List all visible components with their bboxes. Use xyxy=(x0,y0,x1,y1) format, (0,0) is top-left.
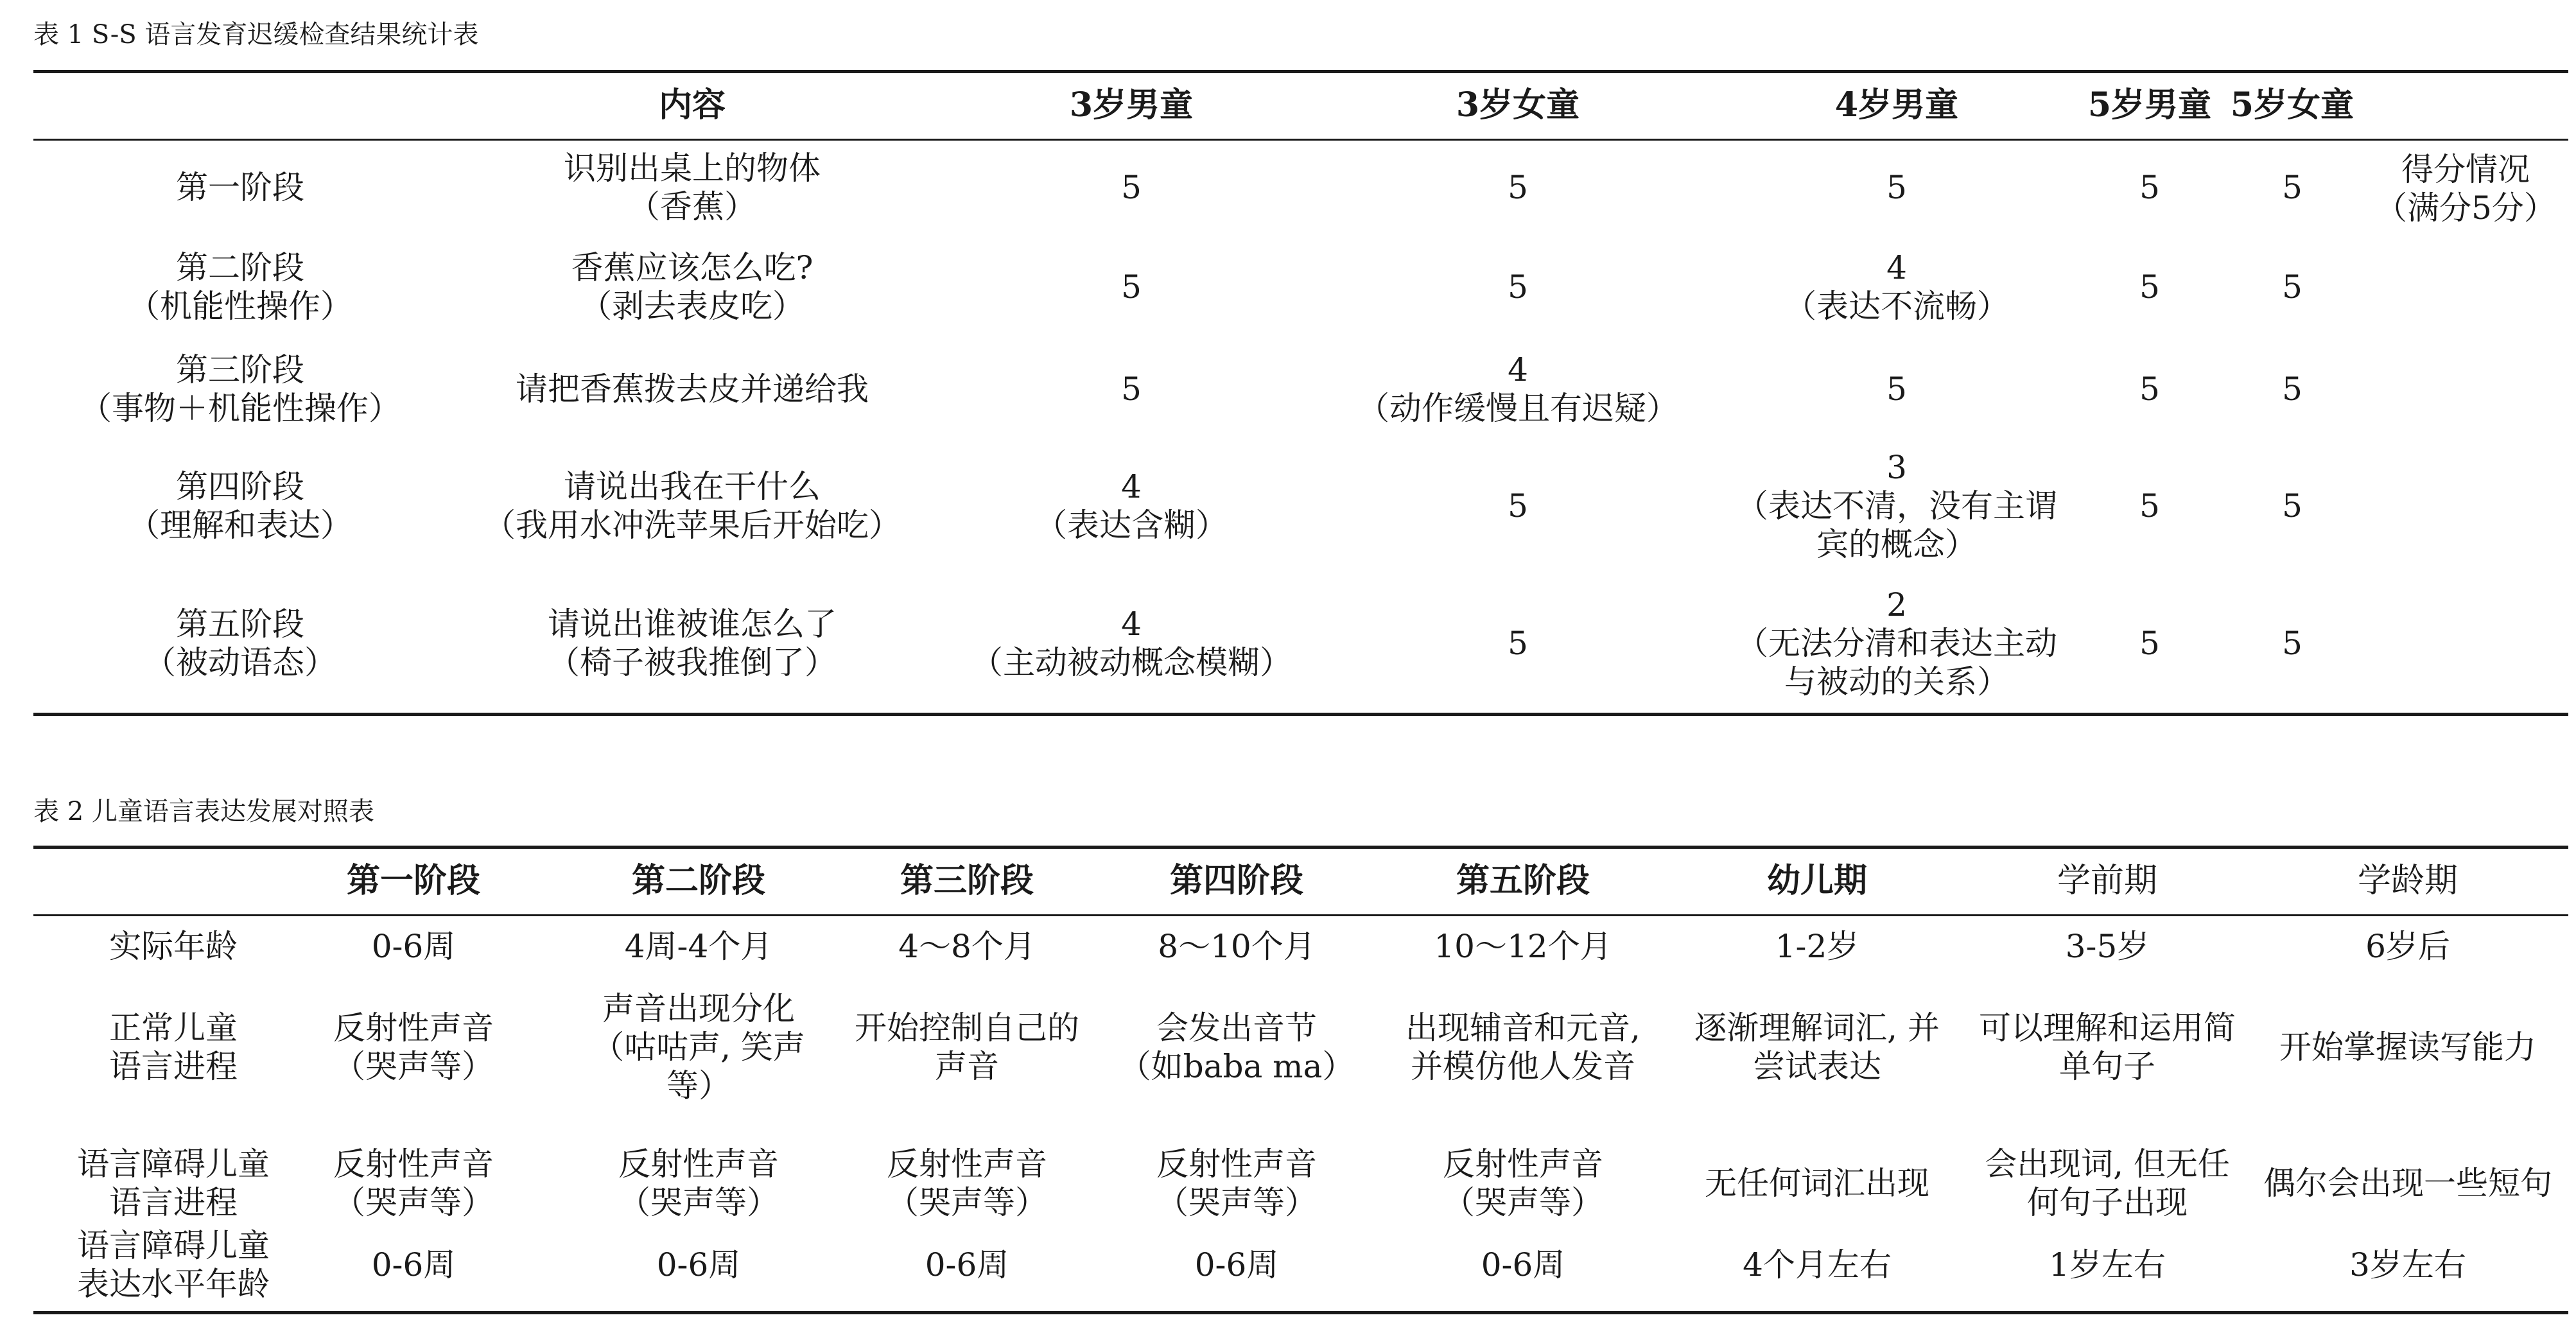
table2-header-2: 第三阶段 xyxy=(900,861,1034,900)
table1-score-note: 得分情况 （满分5分） xyxy=(2375,151,2556,227)
table2-row1-cell4-line: 8～10个月 xyxy=(1158,928,1316,965)
table1-row5-stage-line: （被动语态） xyxy=(144,644,336,681)
table1-row5-girl3-line: 5 xyxy=(1508,625,1528,662)
table2-row4-cell6-line: 4个月左右 xyxy=(1743,1246,1892,1283)
table1-row5-content-line: （椅子被我推倒了） xyxy=(548,644,837,681)
table1-row2-boy4-line: （表达不流畅） xyxy=(1784,288,2009,325)
table2-row2-label-line: 正常儿童 xyxy=(109,1009,238,1047)
table2-row2-cell2 xyxy=(592,989,805,1105)
table2-row3-cell6-line: 无任何词汇出现 xyxy=(1705,1165,1929,1202)
table2-row2-cell6-line: 逐渐理解词汇, 并 xyxy=(1694,1009,1940,1047)
table1-row2-stage xyxy=(128,248,352,326)
table1-row1-boy3-line: 5 xyxy=(1121,169,1142,206)
table1-row1-content xyxy=(564,149,821,226)
table1-row5-stage-line: 第五阶段 xyxy=(176,605,304,643)
table1-row2-boy5 xyxy=(2139,268,2160,306)
table1-row5-girl5-line: 5 xyxy=(2282,625,2302,662)
table1-row5-stage xyxy=(144,605,336,682)
table2-row2-cell3-line: 声音 xyxy=(935,1048,999,1085)
table2-row4-label xyxy=(77,1226,270,1303)
table1-row5-girl5 xyxy=(2282,624,2302,663)
table2-row4-cell8 xyxy=(2349,1246,2466,1284)
table2-row4-cell1-line: 0-6周 xyxy=(371,1246,456,1283)
table1-row1-stage-line: 第一阶段 xyxy=(176,169,304,206)
table1-row4-content-line: 请说出我在干什么 xyxy=(564,468,821,505)
table2-header-4: 第五阶段 xyxy=(1456,861,1590,900)
table1-row4-stage-line: 第四阶段 xyxy=(176,468,304,505)
table1-row2-boy3-line: 5 xyxy=(1121,268,1142,306)
table1-row4-boy3 xyxy=(1035,467,1228,544)
table2-row4-cell7-line: 1岁左右 xyxy=(2049,1246,2166,1283)
table1-row3-stage-line: 第三阶段 xyxy=(176,351,304,388)
table2-header-rule xyxy=(33,914,2568,916)
table2-row1-cell3 xyxy=(898,927,1036,966)
table2-row3-cell1-line: 反射性声音 xyxy=(333,1145,494,1183)
table2-row2-cell7-line: 可以理解和运用简 xyxy=(1979,1009,2236,1047)
table2-row3-cell5-line: 反射性声音 xyxy=(1443,1145,1603,1183)
table2-row2-label-line: 语言进程 xyxy=(109,1048,238,1085)
table2-row1-cell4 xyxy=(1158,927,1315,966)
table1-row4-stage-line: （理解和表达） xyxy=(128,507,352,544)
table2-row2-cell5-line: 并模仿他人发音 xyxy=(1411,1048,1635,1085)
table2-row4-cell3-line: 0-6周 xyxy=(925,1246,1009,1283)
table2-row2-cell2-line: 声音出现分化 xyxy=(602,990,795,1027)
table1-row3-girl3-line: 4 xyxy=(1508,351,1528,388)
table2-row2-cell6-line: 尝试表达 xyxy=(1752,1048,1881,1085)
table2-row3-cell7-line: 会出现词, 但无任 xyxy=(1985,1145,2230,1183)
table1-row5-boy5-line: 5 xyxy=(2139,625,2160,662)
table2-row2-cell4-line: （如baba ma） xyxy=(1118,1048,1355,1085)
table1-row2-girl3 xyxy=(1508,268,1528,306)
table2-row4-cell2 xyxy=(657,1246,741,1284)
table2-row4-cell3 xyxy=(925,1246,1009,1284)
table2-row2-cell3-line: 开始控制自己的 xyxy=(855,1009,1079,1047)
table1-row5-boy3 xyxy=(971,605,1292,682)
table2-row3-cell2-line: （哭声等） xyxy=(618,1184,779,1221)
table2-row1-cell6 xyxy=(1775,927,1859,966)
table2-row2-cell5 xyxy=(1405,1009,1640,1086)
table2-row3-cell4-line: 反射性声音 xyxy=(1156,1145,1317,1183)
table2-row4-label-line: 表达水平年龄 xyxy=(77,1266,270,1303)
table1-row3-content xyxy=(516,370,869,408)
table1-row2-content-line: 香蕉应该怎么吃? xyxy=(571,249,814,286)
table1-row5-boy4-line: 与被动的关系） xyxy=(1784,663,2009,700)
table2-row3-cell5 xyxy=(1443,1145,1603,1222)
table1-row5-girl3 xyxy=(1508,624,1528,663)
table2-header-0: 第一阶段 xyxy=(346,861,481,900)
table1-header-2: 3岁女童 xyxy=(1456,85,1580,125)
table2-row2-cell4-line: 会发出音节 xyxy=(1156,1009,1317,1047)
table2-row3-cell3-line: （哭声等） xyxy=(887,1184,1047,1221)
table2-row1-cell8 xyxy=(2365,927,2450,966)
table2-row4-cell5-line: 0-6周 xyxy=(1481,1246,1565,1283)
table1-row1-boy4 xyxy=(1886,168,1907,207)
table1-header-1: 3岁男童 xyxy=(1069,85,1194,125)
table2-row2-cell7 xyxy=(1979,1009,2236,1086)
table2-row1-cell1 xyxy=(372,927,456,966)
table2-row1-label xyxy=(109,927,238,966)
table2-header-7: 学龄期 xyxy=(2357,862,2459,900)
table1-row3-stage xyxy=(80,351,401,428)
table2-row3-label-line: 语言障碍儿童 xyxy=(77,1145,270,1183)
table1-bottom-rule xyxy=(33,713,2568,716)
table1-row4-boy4-line: 宾的概念） xyxy=(1816,526,1977,563)
table2-row3-cell8 xyxy=(2263,1164,2552,1203)
table2-row1-cell7-line: 3-5岁 xyxy=(2065,928,2150,965)
table2-row2-cell2-line: 等） xyxy=(666,1067,731,1104)
table1-row2-girl5 xyxy=(2282,268,2302,306)
table2-row3-cell2 xyxy=(618,1145,779,1222)
table2-row3-label-line: 语言进程 xyxy=(109,1184,238,1221)
table1-header-4: 5岁男童 xyxy=(2087,85,2212,125)
table1-row1-girl5 xyxy=(2282,168,2302,207)
table2-row2-cell7-line: 单句子 xyxy=(2059,1048,2155,1085)
table2-row2-cell6 xyxy=(1694,1009,1940,1086)
table2-row1-cell2 xyxy=(625,927,773,966)
table1-row2-boy5-line: 5 xyxy=(2139,268,2160,306)
table1-top-rule xyxy=(33,70,2568,73)
table1-row2-stage-line: 第二阶段 xyxy=(176,249,304,286)
table1-row3-boy5 xyxy=(2139,370,2160,408)
table1-row4-boy4-line: 3 xyxy=(1886,449,1907,486)
table1-row5-boy5 xyxy=(2139,624,2160,663)
table2-row1-cell2-line: 4周-4个月 xyxy=(624,928,773,965)
table1-row5-boy4-line: （无法分清和表达主动 xyxy=(1736,625,2057,662)
table2-row4-cell7 xyxy=(2049,1246,2166,1284)
table1-row5-boy4-line: 2 xyxy=(1886,586,1907,623)
table2-caption: 表 2 儿童语言表达发展对照表 xyxy=(33,797,374,826)
table1-row2-girl3-line: 5 xyxy=(1508,268,1528,306)
table1-row3-stage-line: （事物＋机能性操作） xyxy=(80,390,401,427)
table1-row4-stage xyxy=(128,467,352,544)
table1-row5-boy4 xyxy=(1736,586,2057,701)
table1-row4-girl5 xyxy=(2282,487,2302,525)
table1-row4-boy4-line: （表达不清，没有主谓 xyxy=(1736,487,2057,525)
table1-row1-girl3-line: 5 xyxy=(1508,169,1528,206)
table1-row3-girl5-line: 5 xyxy=(2282,370,2302,408)
table2-row1-cell7 xyxy=(2066,927,2150,966)
table1-row5-content xyxy=(548,605,837,682)
table2-row2-cell4 xyxy=(1119,1009,1355,1086)
table2-row3-cell8-line: 偶尔会出现一些短句 xyxy=(2263,1165,2552,1202)
table2-bottom-rule xyxy=(33,1311,2568,1314)
table2-row3-cell1 xyxy=(333,1145,494,1222)
table1-row2-content-line: （剥去表皮吃） xyxy=(580,288,805,325)
table1-row2-stage-line: （机能性操作） xyxy=(128,288,352,325)
table1-row4-girl5-line: 5 xyxy=(2282,487,2302,525)
table2-row2-cell1-line: （哭声等） xyxy=(333,1048,494,1085)
table2-row3-cell7-line: 何句子出现 xyxy=(2026,1184,2188,1221)
table2-row1-cell5-line: 10～12个月 xyxy=(1434,928,1612,965)
table2-row4-cell8-line: 3岁左右 xyxy=(2349,1246,2466,1283)
table2-header-6: 学前期 xyxy=(2057,862,2158,900)
table1-row4-boy3-line: （表达含糊） xyxy=(1035,507,1228,544)
table1-row1-boy3 xyxy=(1121,168,1142,207)
table1-caption: 表 1 S-S 语言发育迟缓检查结果统计表 xyxy=(33,20,479,49)
table1-row3-girl3-line: （动作缓慢且有迟疑） xyxy=(1357,390,1678,427)
table1-row4-content xyxy=(483,467,901,544)
table2-row1-cell8-line: 6岁后 xyxy=(2365,928,2450,965)
table1-row4-boy4 xyxy=(1736,448,2057,564)
table2-row4-cell5 xyxy=(1481,1246,1565,1284)
table2-row1-cell1-line: 0-6周 xyxy=(371,928,456,965)
table2-header-1: 第二阶段 xyxy=(631,861,766,900)
table2-row1-label-line: 实际年龄 xyxy=(109,928,238,965)
table1-row4-boy3-line: 4 xyxy=(1121,468,1142,505)
table1-row5-boy3-line: 4 xyxy=(1121,605,1142,643)
table2-row2-cell8-line: 开始掌握读写能力 xyxy=(2279,1029,2536,1066)
table2-row2-cell5-line: 出现辅音和元音, xyxy=(1405,1009,1640,1047)
table2-row4-label-line: 语言障碍儿童 xyxy=(77,1227,270,1264)
table1-row3-boy3-line: 5 xyxy=(1121,370,1142,408)
table2-row4-cell4-line: 0-6周 xyxy=(1194,1246,1279,1283)
table1-row3-boy4-line: 5 xyxy=(1886,370,1907,408)
table2-row3-cell6 xyxy=(1705,1164,1929,1203)
table1-row1-content-line: （香蕉） xyxy=(628,188,756,225)
table1-row3-boy3 xyxy=(1121,370,1142,408)
table1-row4-content-line: （我用水冲洗苹果后开始吃） xyxy=(483,507,901,544)
table1-row3-girl5 xyxy=(2282,370,2302,408)
table1-row2-content xyxy=(571,248,814,326)
table2-row1-cell3-line: 4～8个月 xyxy=(898,928,1036,965)
table2-row2-cell2-line: （咕咕声, 笑声 xyxy=(592,1029,805,1066)
table1-row4-girl3 xyxy=(1508,487,1528,525)
table2-row3-cell7 xyxy=(1985,1145,2230,1222)
table2-row2-cell8 xyxy=(2279,1028,2536,1066)
table2-row2-label xyxy=(109,1009,238,1086)
table1-header-5: 5岁女童 xyxy=(2230,85,2354,125)
table1-row1-stage xyxy=(176,168,304,207)
table1-row5-boy3-line: （主动被动概念模糊） xyxy=(971,644,1292,681)
table2-row3-cell3 xyxy=(887,1145,1047,1222)
table2-header-3: 第四阶段 xyxy=(1169,861,1304,900)
table2-row3-cell1-line: （哭声等） xyxy=(333,1184,494,1221)
table2-row3-cell2-line: 反射性声音 xyxy=(618,1145,779,1183)
table2-row3-cell4-line: （哭声等） xyxy=(1156,1184,1317,1221)
table2-top-rule xyxy=(33,846,2568,849)
table2-row2-cell1 xyxy=(333,1009,494,1086)
table1-row2-boy4-line: 4 xyxy=(1886,249,1907,286)
table1-row3-girl3 xyxy=(1357,351,1678,428)
table1-row3-content-line: 请把香蕉拨去皮并递给我 xyxy=(516,370,869,408)
table1-row1-boy5-line: 5 xyxy=(2139,169,2160,206)
table1-row4-boy5-line: 5 xyxy=(2139,487,2160,525)
table2-row1-cell6-line: 1-2岁 xyxy=(1775,928,1859,965)
table2-row2-cell1-line: 反射性声音 xyxy=(333,1009,494,1047)
table1-row2-girl5-line: 5 xyxy=(2282,268,2302,306)
table1-row2-boy4 xyxy=(1784,248,2009,326)
table1-row1-boy4-line: 5 xyxy=(1886,169,1907,206)
table1-row1-content-line: 识别出桌上的物体 xyxy=(564,150,821,187)
table2-row2-cell3 xyxy=(855,1009,1079,1086)
table2-row4-cell6 xyxy=(1743,1246,1892,1284)
table2-row3-cell3-line: 反射性声音 xyxy=(887,1145,1047,1183)
table1-row3-boy5-line: 5 xyxy=(2139,370,2160,408)
table2-row3-label xyxy=(77,1145,270,1222)
table2-row4-cell1 xyxy=(372,1246,456,1284)
table1-row2-boy3 xyxy=(1121,268,1142,306)
table2-header-5: 幼儿期 xyxy=(1766,861,1868,900)
table2-row3-cell5-line: （哭声等） xyxy=(1443,1184,1603,1221)
table1-row5-content-line: 请说出谁被谁怎么了 xyxy=(548,605,837,643)
table1-row1-girl3 xyxy=(1508,168,1528,207)
table2-row1-cell5 xyxy=(1434,927,1612,966)
table2-row4-cell2-line: 0-6周 xyxy=(656,1246,741,1283)
table1-header-0: 内容 xyxy=(658,85,726,125)
table1-header-rule xyxy=(33,139,2568,141)
table1-header-3: 4岁男童 xyxy=(1834,85,1959,125)
table1-row1-girl5-line: 5 xyxy=(2282,169,2302,206)
table1-row3-boy4 xyxy=(1886,370,1907,408)
table1-row4-girl3-line: 5 xyxy=(1508,487,1528,525)
table2-row3-cell4 xyxy=(1156,1145,1317,1222)
table2-row4-cell4 xyxy=(1195,1246,1279,1284)
table1-row4-boy5 xyxy=(2139,487,2160,525)
table1-row1-boy5 xyxy=(2139,168,2160,207)
